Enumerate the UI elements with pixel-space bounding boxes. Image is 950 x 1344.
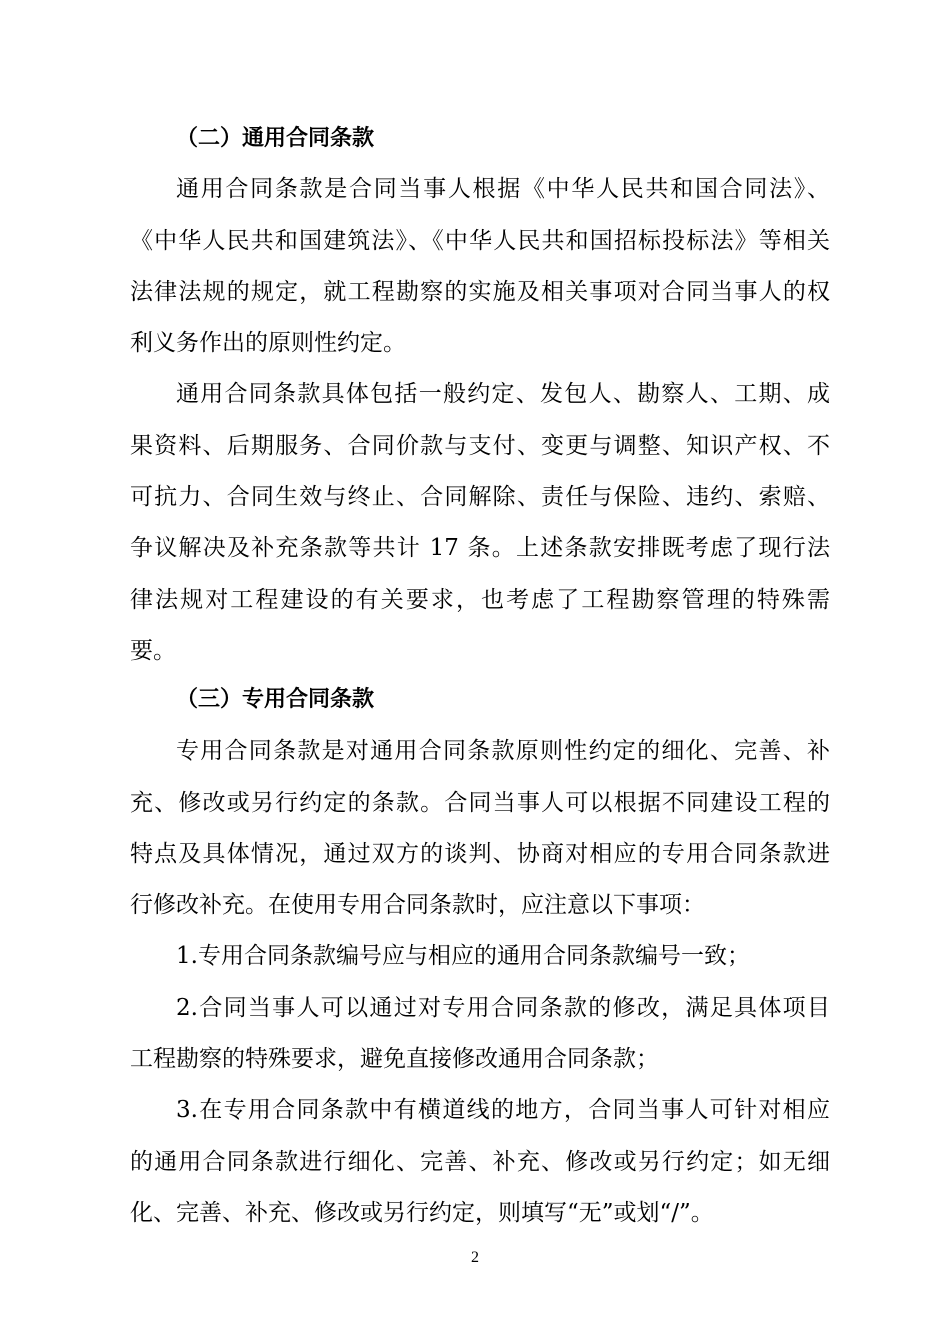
paragraph-line: 行修改补充。在使用专用合同条款时，应注意以下事项： [130,892,705,918]
list-item-continuation: 化、完善、补充、修改或另行约定，则填写“无”或划“/”。 [130,1200,714,1226]
list-item-continuation: 工程勘察的特殊要求，避免直接修改通用合同条款； [130,1046,659,1072]
paragraph-line: 要。 [130,638,176,664]
list-item: 3.在专用合同条款中有横道线的地方，合同当事人可针对相应 [176,1097,830,1123]
list-item: 1.专用合同条款编号应与相应的通用合同条款编号一致； [176,943,750,969]
paragraph-line: 通用合同条款是合同当事人根据《中华人民共和国合同法》、 [176,176,830,202]
paragraph-line: 法律法规的规定，就工程勘察的实施及相关事项对合同当事人的权 [130,279,830,305]
paragraph-line: 律法规对工程建设的有关要求，也考虑了工程勘察管理的特殊需 [130,587,830,613]
paragraph-line: 争议解决及补充条款等共计 17 条。上述条款安排既考虑了现行法 [130,535,830,561]
paragraph-line: 《中华人民共和国建筑法》、《中华人民共和国招标投标法》等相关 [130,228,830,254]
section-heading-general-terms: （二）通用合同条款 [176,126,375,151]
paragraph-line: 通用合同条款具体包括一般约定、发包人、勘察人、工期、成 [176,381,830,407]
list-item-continuation: 的通用合同条款进行细化、完善、补充、修改或另行约定；如无细 [130,1149,830,1175]
list-item: 2.合同当事人可以通过对专用合同条款的修改，满足具体项目 [176,995,830,1021]
paragraph-line: 专用合同条款是对通用合同条款原则性约定的细化、完善、补 [176,738,830,764]
paragraph-line: 利义务作出的原则性约定。 [130,330,406,356]
paragraph-line: 特点及具体情况，通过双方的谈判、协商对相应的专用合同条款进 [130,841,830,867]
section-heading-special-terms: （三）专用合同条款 [176,687,375,712]
paragraph-line: 果资料、后期服务、合同价款与支付、变更与调整、知识产权、不 [130,433,830,459]
page-number: 2 [471,1249,479,1266]
paragraph-line: 充、修改或另行约定的条款。合同当事人可以根据不同建设工程的 [130,790,830,816]
paragraph-line: 可抗力、合同生效与终止、合同解除、责任与保险、违约、索赔、 [130,484,830,510]
